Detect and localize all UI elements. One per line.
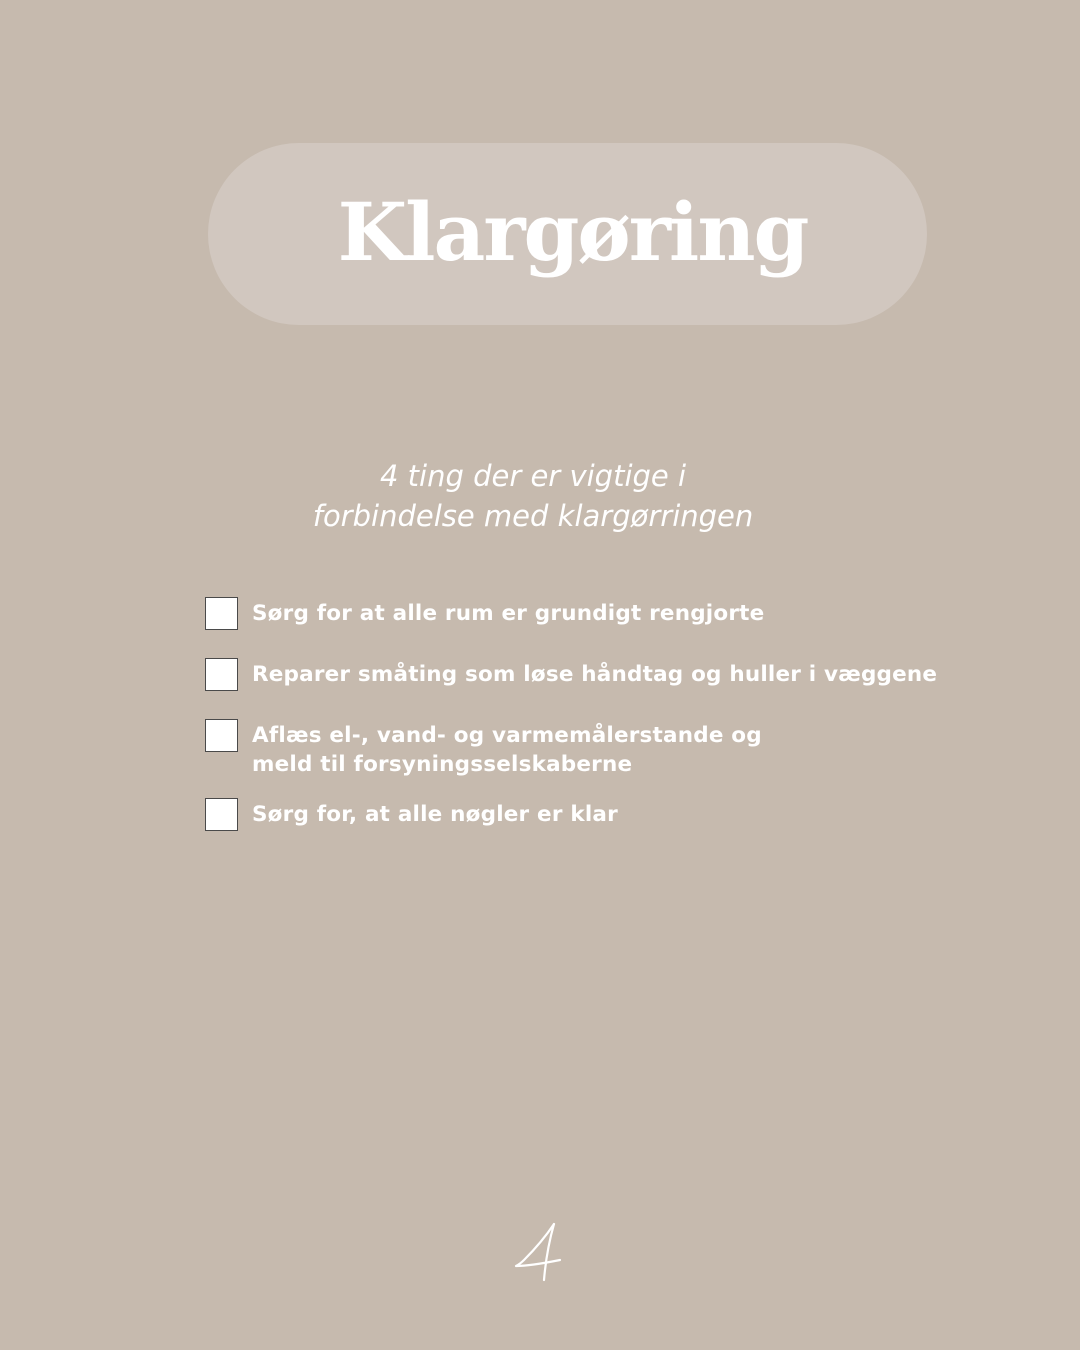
subtitle — [0, 456, 1066, 536]
title-pill — [208, 143, 927, 325]
checklist-item-text: meld til forsyningsselskaberne — [252, 752, 633, 777]
checklist-item-text: Sørg for at alle rum er grundigt rengjorte — [252, 601, 765, 626]
checklist-item-text: Reparer småting som løse håndtag og huller i væggene — [252, 662, 938, 687]
checklist-item-label — [252, 597, 764, 628]
subtitle-line-2: forbindelse med klargørringen — [312, 499, 754, 533]
checklist-item[interactable] — [205, 719, 762, 779]
checkbox[interactable] — [205, 719, 238, 752]
checklist-item-label — [252, 658, 937, 689]
checklist-item-label — [252, 719, 762, 779]
subtitle-line-1: 4 ting der er vigtige i — [379, 459, 687, 493]
checkbox[interactable] — [205, 597, 238, 630]
page-number-glyph — [510, 1218, 570, 1288]
checklist-item-text: Aflæs el-, vand- og varmemålerstande og — [252, 723, 762, 748]
checkbox[interactable] — [205, 798, 238, 831]
checklist-item[interactable] — [205, 658, 937, 691]
checklist-item[interactable] — [205, 597, 764, 630]
checklist-item[interactable] — [205, 798, 618, 831]
page-number — [0, 1218, 1080, 1288]
page-title: Klargøring — [337, 185, 808, 279]
checklist-item-label — [252, 798, 618, 829]
checkbox[interactable] — [205, 658, 238, 691]
checklist-item-text: Sørg for, at alle nøgler er klar — [252, 802, 618, 827]
